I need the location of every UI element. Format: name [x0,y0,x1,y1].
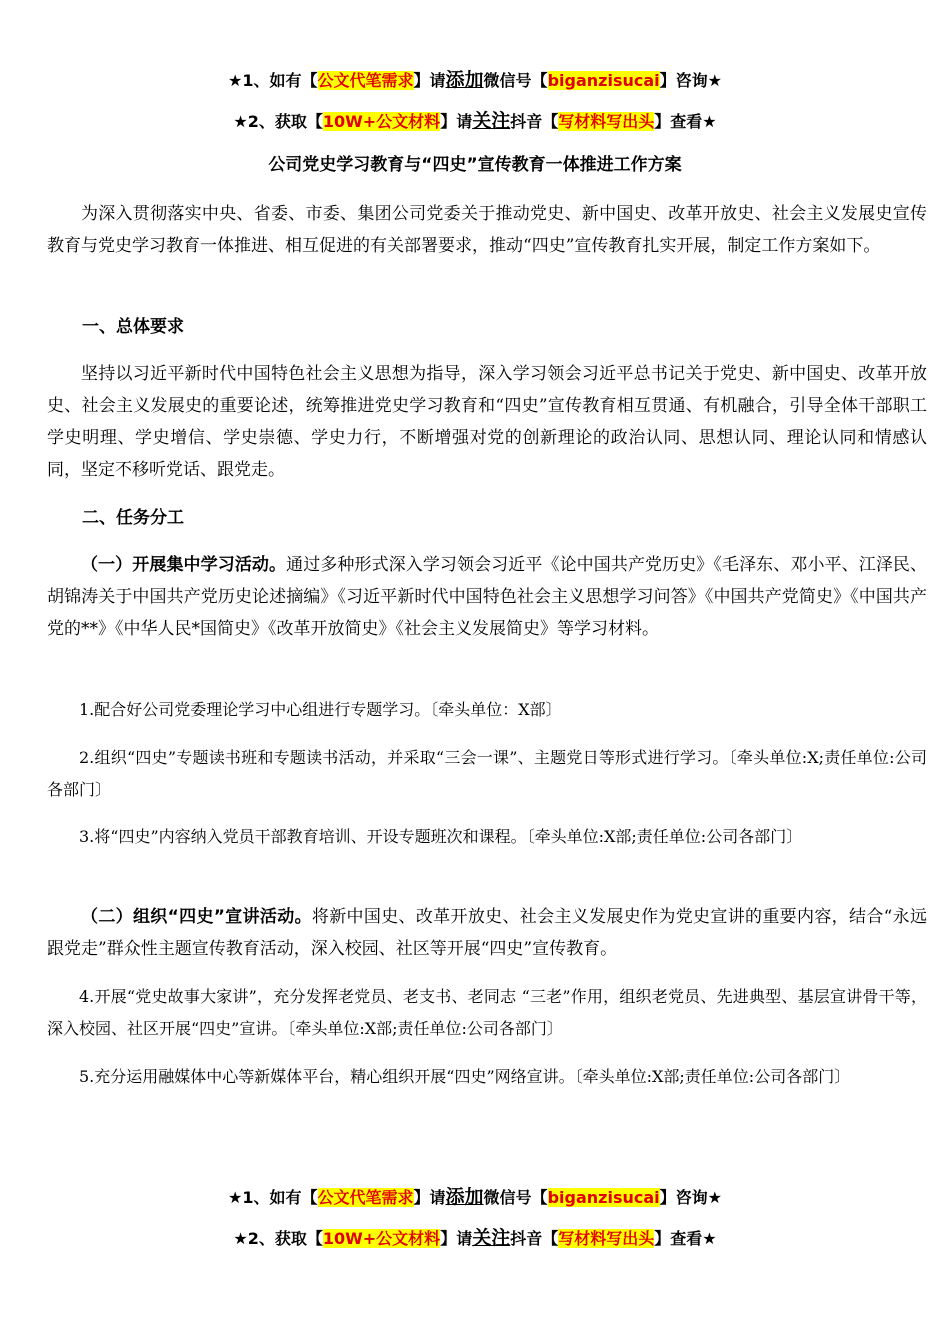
promo-text: 抖音【 [510,1229,559,1248]
promo-text: 】查看★ [654,112,717,131]
subsection-1 [47,549,927,645]
promo-line-2-top [0,109,950,134]
document-title: 公司党史学习教育与“四史”宣传教育一体推进工作方案 [268,155,682,175]
promo-emphasis: 关注 [472,110,511,132]
promo-highlight: 写材料写出头 [558,1229,655,1248]
promo-text: ★2、获取【 [233,1229,323,1248]
promo-line-1-bottom [0,1185,950,1210]
promo-text: 抖音【 [510,112,559,131]
task-item-2: 2.组织“四史”专题读书班和专题读书活动，并采取“三会一课”、主题党日等形式进行学习。〔牵头单位:X;责任单位:公司各部门〕 [47,748,927,799]
promo-highlight: biganzisucai [547,71,660,90]
promo-line-2-bottom [0,1226,950,1251]
task-item-3: 3.将“四史”内容纳入党员干部教育培训、开设专题班次和课程。〔牵头单位:X部;责任单位:公司各部门〕 [79,827,803,846]
promo-highlight: biganzisucai [547,1188,660,1207]
subsection-2-heading: （二）组织“四史”宣讲活动。 [81,907,312,927]
promo-text: 】请 [413,1188,446,1207]
promo-text: ★2、获取【 [233,112,323,131]
subsection-1-body: 通过多种形式深入学习领会习近平《论中国共产党历史》《毛泽东、邓小平、江泽民、胡锦涛关于中国共产党历史论述摘编》《习近平新时代中国特色社会主义思想学习问答》《中国共产党简史》《中国共产党的**》《中华人民*国简史》《改革开放简史》《社会主义发展简史》等学习材料。 [47,555,928,639]
promo-text: 微信号【 [483,71,548,90]
promo-text: 】查看★ [654,1229,717,1248]
promo-emphasis: 添加 [445,1186,484,1208]
promo-line-1-top [0,68,950,93]
section-1-heading: 一、总体要求 [82,317,184,337]
promo-text: 】请 [440,1229,473,1248]
promo-text: 】咨询★ [659,1188,722,1207]
promo-highlight: 公文代笔需求 [317,71,414,90]
promo-highlight: 公文代笔需求 [317,1188,414,1207]
task-item-1: 1.配合好公司党委理论学习中心组进行专题学习。〔牵头单位：X部〕 [79,700,562,719]
task-item-4: 4.开展“党史故事大家讲”，充分发挥老党员、老支书、老同志 “三老”作用，组织老党员、先进典型、基层宣讲骨干等，深入校园、社区开展“四史”宣讲。〔牵头单位:X部;责任单位:公司各部门〕 [47,987,927,1038]
promo-highlight: 10W+公文材料 [322,112,441,131]
subsection-2-body: 将新中国史、改革开放史、社会主义发展史作为党史宣讲的重要内容，结合“永远跟党走”群众性主题宣传教育活动，深入校园、社区等开展“四史”宣传教育。 [47,907,927,959]
subsection-2 [47,901,927,965]
promo-emphasis: 关注 [472,1227,511,1249]
promo-highlight: 10W+公文材料 [322,1229,441,1248]
subsection-1-heading: （一）开展集中学习活动。 [81,555,287,575]
section-1-body: 坚持以习近平新时代中国特色社会主义思想为指导，深入学习领会习近平总书记关于党史、新中国史、改革开放史、社会主义发展史的重要论述，统筹推进党史学习教育和“四史”宣传教育相互贯通、有机融合，引导全体干部职工学史明理、学史增信、学史崇德、学史力行，不断增强对党的创新理论的政治认同、思想认同、理论认同和情感认同，坚定不移听党话、跟党走。 [47,364,927,480]
promo-text: 】请 [440,112,473,131]
promo-text: ★1、如有【 [228,1188,318,1207]
intro-paragraph: 为深入贯彻落实中央、省委、市委、集团公司党委关于推动党史、新中国史、改革开放史、社会主义发展史宣传教育与党史学习教育一体推进、相互促进的有关部署要求，推动“四史”宣传教育扎实开展，制定工作方案如下。 [47,204,927,256]
promo-text: 】咨询★ [659,71,722,90]
promo-text: ★1、如有【 [228,71,318,90]
promo-text: 微信号【 [483,1188,548,1207]
task-item-5: 5.充分运用融媒体中心等新媒体平台，精心组织开展“四史”网络宣讲。〔牵头单位:X部;责任单位:公司各部门〕 [79,1067,851,1086]
promo-highlight: 写材料写出头 [558,112,655,131]
promo-text: 】请 [413,71,446,90]
promo-emphasis: 添加 [445,69,484,91]
section-2-heading: 二、任务分工 [82,508,184,528]
